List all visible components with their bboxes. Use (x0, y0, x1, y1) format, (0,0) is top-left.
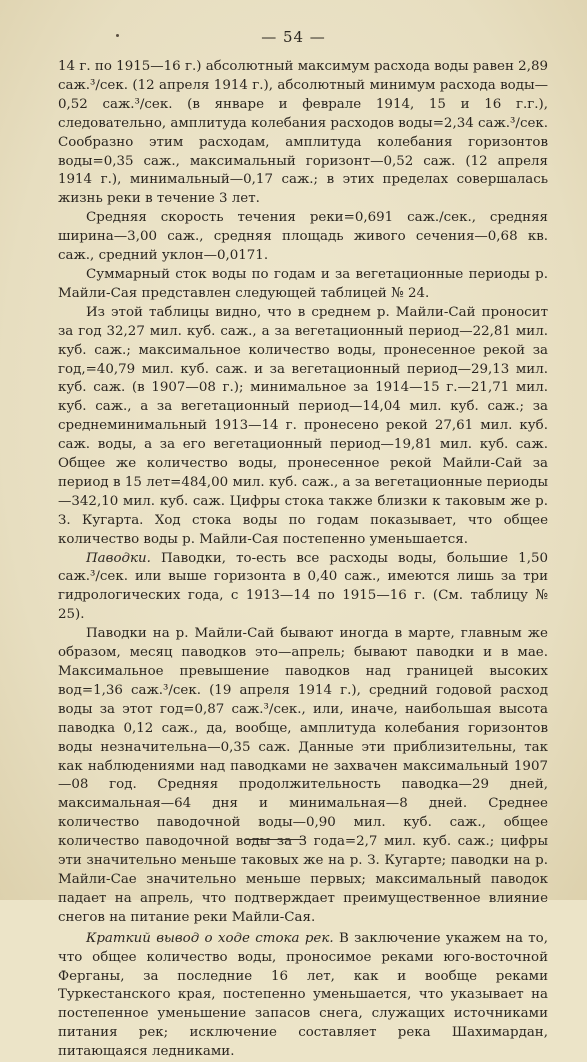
paragraph-5 (58, 550, 548, 626)
page-number: — 54 — (261, 28, 326, 46)
section-lead-summary: Краткий вывод о ходе стока рек. (86, 930, 334, 946)
closing-rule (245, 839, 305, 840)
paragraph-2: Средняя скорость течения реки=0,691 саж./сек., средняя ширина—3,00 саж., средняя площадь живого сечения—0,68 кв. саж., средний уклон—0,0171. (58, 210, 548, 264)
paragraph-7 (58, 930, 548, 1062)
paragraph-6: Паводки на р. Майли-Сай бывают иногда в марте, главным же образом, месяц паводков это—апрель; бывают паводки и в мае. Максимальное превышение паводков над границей высоких вод=1,36 саж.³/сек. (19 апреля 1914 г.), средний годовой расход воды за этот год=0,87 саж.³/сек., или, иначе, наибольшая высота паводка 0,12 саж., да, вообще, амплитуда колебания горизонтов воды незначительна—0,35 саж. Данные эти приблизительны, так как наблюдениями над паводками не захвачен максимальный 1907—08 год. Средняя продолжительность паводка—29 дней, максимальная—64 дня и минимальная—8 дней. Среднее количество паводочной воды—0,90 мил. куб. саж., общее количество паводочной воды за 3 года=2,7 мил. куб. саж.; цифры эти значительно меньше таковых же на р. З. Кугарте; паводки на р. Майли-Сае значительно меньше первых; максимальный паводок падает на апрель, что подтверждает преимущественное влияние снегов на питание реки Майли-Сая. (58, 626, 548, 925)
section-lead-floods: Паводки. (86, 550, 151, 566)
paragraph-3: Суммарный сток воды по годам и за вегетационные периоды р. Майли-Сая представлен следующей таблицей № 24. (58, 266, 548, 301)
paragraph-7-text: В заключение укажем на то, что общее количество воды, проносимое реками юго-восточной Ферганы, за последние 16 лет, как и вообще реками Туркестанского края, постепенно уменьшается, что указывает на постепенное уменьшение запасов снега, служащих источниками питания рек; исключение составляет река Шахимардан, питающаяся ледниками. (58, 930, 548, 1060)
paragraph-5-text: Паводки, то-есть все расходы воды, большие 1,50 саж.³/сек. или выше горизонта в 0,40 саж., имеются лишь за три гидрологических года, с 1913—14 по 1915—16 г. (См. таблицу № 25). (58, 550, 548, 623)
body-text (58, 58, 548, 1062)
paragraph-4: Из этой таблицы видно, что в среднем р. Майли-Сай проносит за год 32,27 мил. куб. саж., а за вегетационный период—22,81 мил. куб. саж.; максимальное количество воды, пронесенное рекой за год,=40,79 мил. куб. саж. и за вегетационный период—29,13 мил. куб. саж. (в 1907—08 г.); минимальное за 1914—15 г.—21,71 мил. куб. саж., а за вегетационный период—14,04 мил. куб. саж.; за среднеминимальный 1913—14 г. пронесено рекой 27,61 мил. куб. саж. воды, а за его вегетационный период—19,81 мил. куб. саж. Общее же количество воды, пронесенное рекой Майли-Сай за период в 15 лет=484,00 мил. куб. саж., а за вегетационные периоды—342,10 мил. куб. саж. Цифры стока также близки к таковым же р. З. Кугарта. Ход стока воды по годам показывает, что общее количество воды р. Майли-Сая постепенно уменьшается. (58, 304, 548, 547)
paragraph-1: 14 г. по 1915—16 г.) абсолютный максимум расхода воды равен 2,89 саж.³/сек. (12 апреля 1914 г.), абсолютный минимум расхода воды—0,52 саж.³/сек. (в январе и феврале 1914, 15 и 16 г.г.), следовательно, амплитуда колебания расходов воды=2,34 саж.³/сек. Сообразно этим расходам, амплитуда колебания горизонтов воды=0,35 саж., максимальный горизонт—0,52 саж. (12 апреля 1914 г.), минимальный—0,17 саж.; в этих пределах совершалась жизнь реки в течение 3 лет. (58, 59, 548, 207)
